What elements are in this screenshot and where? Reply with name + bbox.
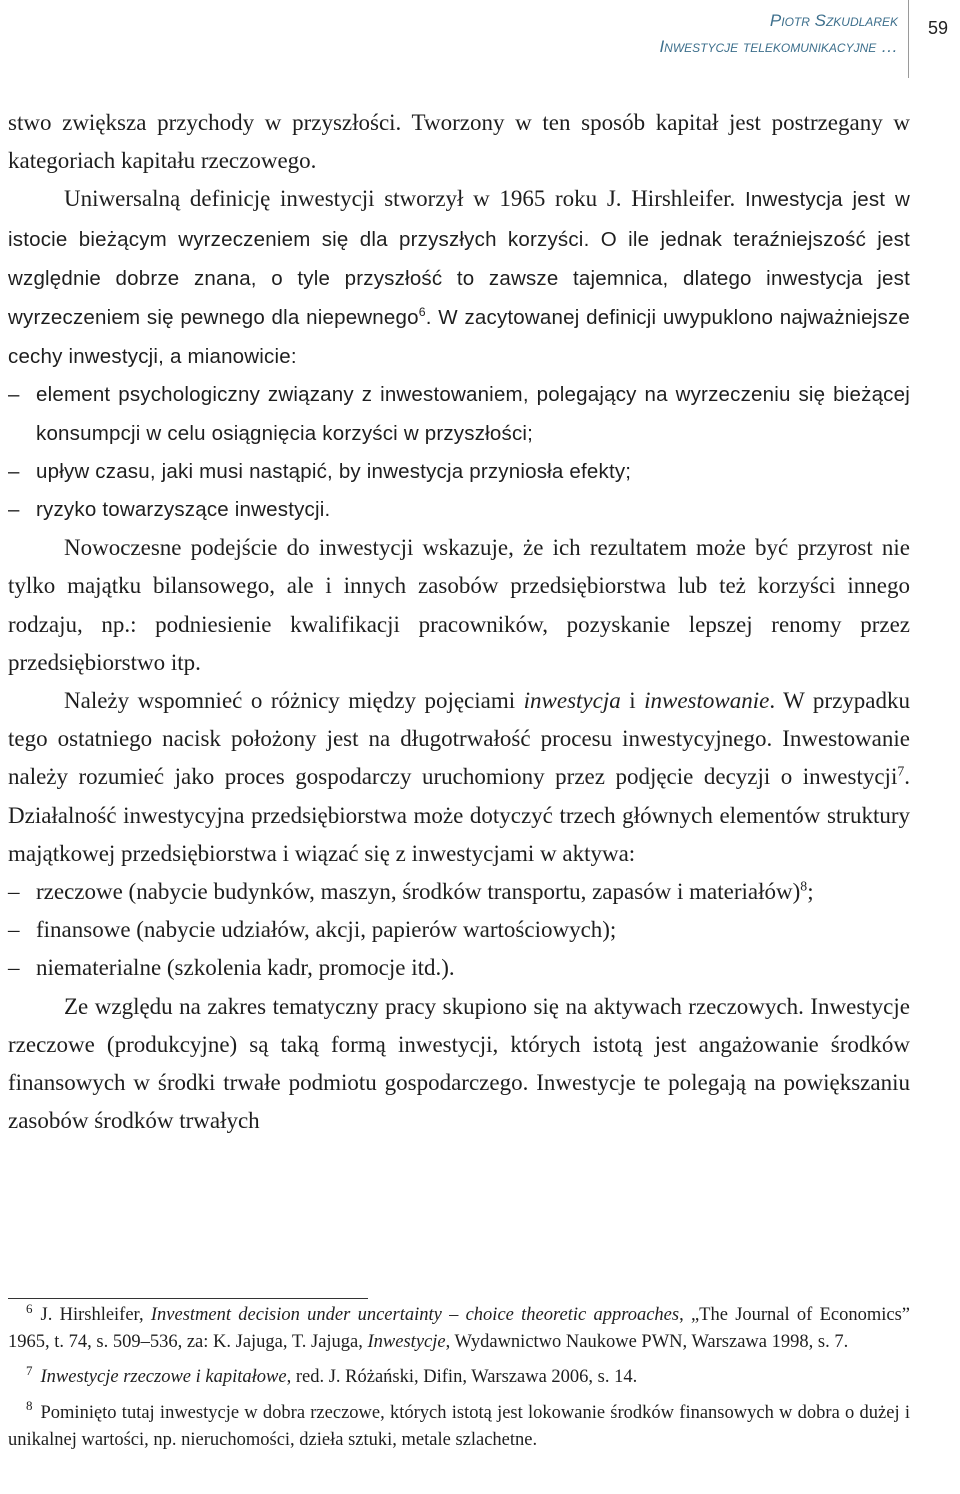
paragraph-4-end: . Działalność inwestycyjna przedsiębiorstwa może dotyczyć trzech głównych elementów struktury majątkowej przedsiębiorstwa i wiązać się z inwestycjami w aktywa:	[8, 764, 910, 866]
page-number: 59	[928, 18, 949, 38]
footnote-text: , red. J. Różański, Difin, Warszawa 2006, s. 14.	[286, 1367, 638, 1388]
paragraph-2-quote	[8, 188, 910, 368]
footnote-title: Inwestycje	[367, 1332, 446, 1353]
list-item: – element psychologiczny związany z inwestowaniem, polegający na wyrzeczeniu się bieżącej konsumpcji w celu osiągnięcia korzyści w przyszłości;	[8, 376, 910, 452]
footnote-number: 6	[26, 1300, 33, 1316]
paragraph-2-quote-text: Inwestycja jest w istocie bieżącym wyrzeczeniem się dla przyszłych korzyści. O ile jednak teraźniejszość jest względnie dobrze znana, o tyle przyszłość to zawsze tajemnica, dlatego inwestycja jest wyrzeczeniem się pewnego dla niepewnego	[8, 188, 911, 330]
footnote-7	[8, 1364, 910, 1391]
footnote-ref-8[interactable]: 8	[800, 878, 808, 894]
footnote-6	[8, 1302, 910, 1356]
list-item: – finansowe (nabycie udziałów, akcji, papierów wartościowych);	[8, 911, 910, 949]
running-head-title: Inwestycje telekomunikacyjne …	[659, 37, 898, 56]
body-text	[8, 104, 910, 1140]
asset-list	[8, 873, 910, 988]
footnote-ref-6[interactable]: 6	[418, 305, 426, 320]
footnote-ref-7[interactable]: 7	[897, 763, 905, 779]
paragraph-3: Nowoczesne podejście do inwestycji wskazuje, że ich rezultatem może być przyrost nie tylko majątku bilansowego, ale i innych zasobów przedsiębiorstwa lub też korzyści innego rodzaju, np.: podniesienie kwalifikacji pracowników, pozyskanie lepszej renomy przez przedsiębiorstwo itp.	[8, 535, 910, 675]
paragraph-2-lead: Uniwersalną definicję inwestycji stworzył w 1965 roku J. Hirshleifer.	[64, 186, 736, 212]
paragraph-1: stwo zwiększa przychody w przyszłości. Tworzony w ten sposób kapitał jest postrzegany w kategoriach kapitału rzeczowego.	[8, 110, 910, 174]
list-item-text: rzeczowe (nabycie budynków, maszyn, środków transportu, zapasów i materiałów)	[36, 879, 801, 905]
paragraph-4-pre: Należy wspomnieć o różnicy między pojęciami	[64, 688, 524, 714]
footnotes	[8, 1302, 910, 1454]
list-item: – upływ czasu, jaki musi nastąpić, by inwestycja przyniosła efekty;	[8, 453, 910, 491]
footnote-title: Investment decision under uncertainty – choice theoretic approaches	[150, 1305, 680, 1325]
paragraph-4	[8, 682, 910, 873]
running-head-author: Piotr Szkudlarek	[769, 11, 898, 30]
list-item: – niematerialne (szkolenia kadr, promocje itd.).	[8, 949, 910, 987]
footnote-text: Pominięto tutaj inwestycje w dobra rzeczowe, których istotą jest lokowanie środków finansowych w dobra o dużej i unikalnej wartości, np. nieruchomości, dzieła sztuki, metale szlachetne.	[8, 1402, 910, 1450]
paragraph-5: Ze względu na zakres tematyczny pracy skupiono się na aktywach rzeczowych. Inwestycje rzeczowe (produkcyjne) są taką formą inwestycji, których istotą jest angażowanie środków finansowych w środki trwałe podmiotu gospodarczego. Inwestycje te polegają na powiększaniu zasobów środków trwałych	[8, 993, 910, 1134]
list-item: – ryzyko towarzyszące inwestycji.	[8, 491, 910, 529]
footnote-divider	[8, 1298, 368, 1299]
footnote-title: Inwestycje rzeczowe i kapitałowe	[40, 1367, 287, 1388]
header-divider	[908, 0, 909, 78]
footnote-text: J. Hirshleifer,	[40, 1305, 151, 1325]
footnote-number: 7	[26, 1363, 33, 1379]
paragraph-4-post: . W przypadku tego ostatniego nacisk położony jest na długotrwałość procesu inwestycyjnego. Inwestowanie należy rozumieć jako proces gospodarczy uruchomiony przez podjęcie decyzji o inwestycji	[8, 688, 910, 790]
feature-list	[8, 376, 910, 529]
paragraph-2-quote-end: . W zacytowanej definicji uwypuklono najważniejsze cechy inwestycji, a mianowicie:	[8, 306, 911, 369]
footnote-number: 8	[26, 1398, 33, 1414]
paragraph-2	[8, 180, 910, 376]
running-head	[478, 8, 898, 60]
term-inwestowanie: inwestowanie	[644, 688, 770, 714]
list-item-end: ;	[807, 879, 814, 905]
page-header	[0, 0, 960, 80]
footnote-text: , „The Journal of Economics” 1965, t. 74, s. 509–536, za: K. Jajuga, T. Jajuga,	[8, 1305, 910, 1353]
footnote-8	[8, 1400, 910, 1454]
paragraph-4-mid: i	[620, 688, 645, 714]
list-item	[8, 873, 910, 911]
footnote-text: , Wydawnictwo Naukowe PWN, Warszawa 1998, s. 7.	[445, 1332, 849, 1353]
term-inwestycja: inwestycja	[523, 688, 621, 714]
